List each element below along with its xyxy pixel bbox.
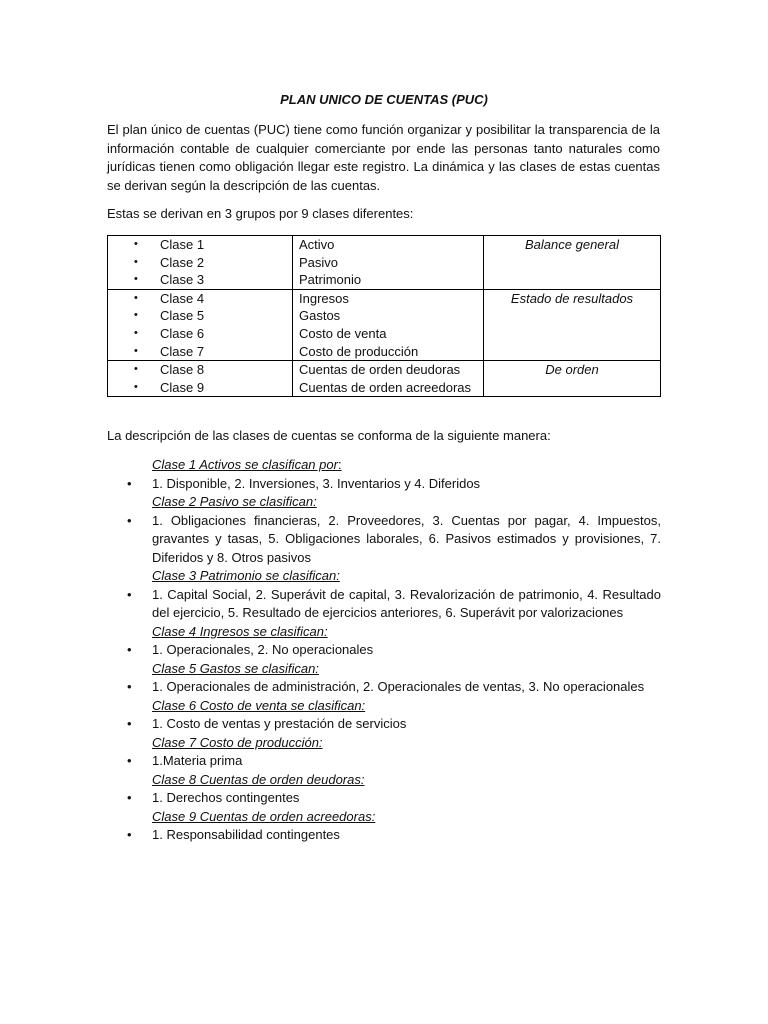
- class-description-item: [127, 752, 661, 771]
- class-list-cell: [108, 361, 293, 397]
- class-list-item: [108, 379, 292, 397]
- class-description-heading: [127, 623, 661, 642]
- item-text: 1. Operacionales, 2. No operacionales: [152, 642, 374, 657]
- heading-text: Clase 6 Costo de venta se clasifican:: [152, 697, 366, 713]
- financial-statement-cell: [484, 361, 661, 397]
- account-name: Ingresos: [299, 290, 349, 306]
- class-description-heading: [127, 771, 661, 790]
- class-label: Clase 9: [160, 379, 205, 395]
- bullet-icon: •: [127, 679, 132, 694]
- class-list-item: [108, 343, 292, 361]
- account-name: Costo de producción: [299, 343, 419, 359]
- account-list-cell: [293, 289, 484, 360]
- class-description-item: [127, 586, 661, 623]
- bullet-icon: •: [134, 344, 138, 357]
- class-description-item: [127, 715, 661, 734]
- bullet-icon: •: [127, 512, 132, 528]
- intro-paragraph: El plan único de cuentas (PUC) tiene como función organizar y posibilitar la transparencia de la información contable de cualquier comerciante por ende las personas tanto naturales como jurídicas tienen como obligación llegar este registro. La dinámica y las clases de estas cuentas se derivan según la descripción de las cuentas.: [107, 122, 660, 193]
- class-description-heading: [127, 567, 661, 586]
- bullet-icon: •: [134, 238, 138, 250]
- class-description-item: [127, 475, 661, 494]
- class-description-item: [127, 789, 661, 808]
- bullet-icon: •: [127, 716, 132, 731]
- class-label: Clase 1: [160, 237, 205, 252]
- item-text: 1. Responsabilidad contingentes: [152, 827, 340, 842]
- bullet-icon: •: [127, 475, 132, 491]
- item-text: 1. Operacionales de administración, 2. Operacionales de ventas, 3. No operacionales: [152, 679, 645, 694]
- item-text: 1.Materia prima: [152, 753, 243, 768]
- class-description-item: [127, 826, 661, 845]
- class-list-item: [108, 290, 292, 308]
- class-list-item: [108, 271, 292, 289]
- class-description-item: [127, 641, 661, 660]
- class-list-cell: [108, 289, 293, 360]
- item-text: 1. Obligaciones financieras, 2. Proveedores, 3. Cuentas por pagar, 4. Impuestos, gravantes y tasas, 5. Obligaciones laborales, 6. Pasivos estimados y provisiones, 7. Diferidos y 8. Otros pasivos: [152, 512, 661, 565]
- class-list-cell: [108, 236, 293, 290]
- classes-table-row: [108, 289, 661, 360]
- financial-statement-label: Estado de resultados: [510, 290, 634, 306]
- financial-statement-label: Balance general: [525, 237, 619, 252]
- heading-suffix: :: [337, 457, 342, 472]
- heading-text: Clase 9 Cuentas de orden acreedoras:: [152, 808, 376, 824]
- classes-table-row: [108, 361, 661, 397]
- account-list-cell: [293, 236, 484, 290]
- bullet-icon: •: [127, 642, 132, 657]
- account-name: Costo de venta: [299, 325, 387, 341]
- class-description-item: [127, 678, 661, 697]
- account-name: Cuentas de orden acreedoras: [299, 379, 472, 395]
- heading-text: Clase 8 Cuentas de orden deudoras:: [152, 771, 365, 787]
- class-label: Clase 7: [160, 343, 205, 359]
- description-intro: La descripción de las clases de cuentas se conforma de la siguiente manera:: [107, 428, 551, 443]
- bullet-icon: •: [134, 291, 138, 304]
- class-label: Clase 4: [160, 290, 205, 306]
- heading-text: Clase 7 Costo de producción:: [152, 734, 323, 750]
- class-label: Clase 8: [160, 362, 205, 378]
- class-description-heading: [127, 660, 661, 679]
- heading-text: Clase 2 Pasivo se clasifican:: [152, 494, 317, 509]
- groups-sentence: Estas se derivan en 3 grupos por 9 clases diferentes:: [107, 206, 414, 221]
- class-list-item: [108, 254, 292, 272]
- account-name: Cuentas de orden deudoras: [299, 362, 461, 378]
- bullet-icon: •: [127, 586, 132, 602]
- bullet-icon: •: [134, 255, 138, 268]
- financial-statement-cell: [484, 289, 661, 360]
- financial-statement-label: De orden: [545, 362, 599, 378]
- heading-text: Clase 3 Patrimonio se clasifican:: [152, 568, 340, 583]
- account-name: Patrimonio: [299, 272, 362, 288]
- class-description-heading: [127, 808, 661, 827]
- item-text: 1. Derechos contingentes: [152, 790, 300, 805]
- heading-text: Clase 1 Activos se clasifican por: [152, 457, 338, 472]
- class-label: Clase 6: [160, 325, 205, 341]
- class-description-heading: [127, 734, 661, 753]
- account-name: Gastos: [299, 308, 341, 324]
- heading-text: Clase 4 Ingresos se clasifican:: [152, 623, 328, 639]
- class-description-heading: [127, 493, 661, 512]
- bullet-icon: •: [127, 753, 132, 768]
- bullet-icon: •: [134, 309, 138, 322]
- bullet-icon: •: [127, 790, 132, 805]
- document-title: PLAN UNICO DE CUENTAS (PUC): [280, 92, 488, 107]
- item-text: 1. Costo de ventas y prestación de servicios: [152, 716, 407, 731]
- class-label: Clase 5: [160, 308, 205, 324]
- class-label: Clase 2: [160, 254, 205, 270]
- class-list-item: [108, 236, 292, 254]
- item-text: 1. Disponible, 2. Inversiones, 3. Inventarios y 4. Diferidos: [152, 475, 481, 491]
- financial-statement-cell: [484, 236, 661, 290]
- class-label: Clase 3: [160, 272, 205, 288]
- classes-table: [107, 235, 661, 397]
- bullet-icon: •: [134, 380, 138, 393]
- item-text: 1. Capital Social, 2. Superávit de capital, 3. Revalorización de patrimonio, 4. Resultado del ejercicio, 5. Resultado de ejercicios anteriores, 6. Superávit por valorizaciones: [152, 586, 661, 620]
- account-name: Activo: [299, 237, 335, 252]
- class-description-heading: [127, 697, 661, 716]
- account-name: Pasivo: [299, 254, 339, 270]
- class-list-item: [108, 325, 292, 343]
- class-list-item: [108, 307, 292, 325]
- class-description-item: [127, 512, 661, 568]
- account-list-cell: [293, 361, 484, 397]
- class-list-item: [108, 361, 292, 379]
- heading-text: Clase 5 Gastos se clasifican:: [152, 660, 319, 676]
- bullet-icon: •: [134, 363, 138, 376]
- bullet-icon: •: [134, 326, 138, 339]
- classes-table-row: [108, 236, 661, 290]
- bullet-icon: •: [127, 827, 132, 842]
- class-description-list: [127, 456, 661, 845]
- class-description-heading: [127, 456, 661, 475]
- bullet-icon: •: [134, 273, 138, 286]
